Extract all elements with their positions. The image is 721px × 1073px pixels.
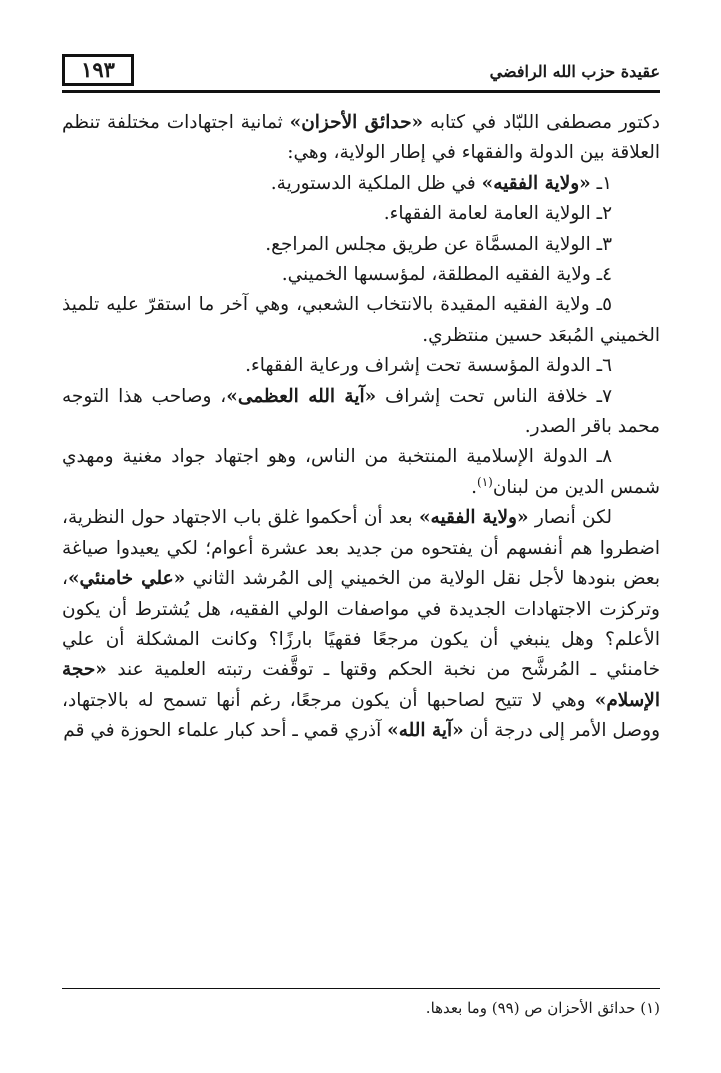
page-header — [62, 50, 660, 96]
body-paragraph: لكن أنصار «ولاية الفقيه» بعد أن أحكموا غلق باب الاجتهاد حول النظرية، اضطروا هم أنفسهم أن يفتحوه من جديد بعد عشرة أعوام؛ لكي يعيدوا صياغة بعض بنودها لأجل نقل الولاية من الخميني إلى المُرشد الثاني «علي خامنئي»، وتركزت الاجتهادات الجديدة في مواصفات الولي الفقيه، هل يُشترط أن يكون الأعلم؟ وهل ينبغي أن يكون مرجعًا فقهيًا بارزًا؟ وكانت المشكلة أن علي خامنئي ـ المُرشَّح من نخبة الحكم وقتها ـ توقَّفت رتبته العلمية عند «حجة الإسلام» وهي لا تتيح لصاحبها أن يكون مرجعًا، رغم أنها تسمح له بالاجتهاد، ووصل الأمر إلى درجة أن «آية الله» آذري قمي ـ أحد كبار علماء الحوزة في قم — [62, 507, 661, 742]
list-item-3: ٣ـ الولاية المسمَّاة عن طريق مجلس المراجع. — [265, 233, 612, 255]
footnote-rule — [62, 988, 660, 989]
list-item-1: ١ـ «ولاية الفقيه» في ظل الملكية الدستورية. — [270, 172, 612, 194]
list-item-2: ٢ـ الولاية العامة لعامة الفقهاء. — [383, 203, 612, 225]
list-item-4: ٤ـ ولاية الفقيه المطلقة، لمؤسسها الخميني. — [281, 264, 612, 286]
header-rule — [62, 90, 660, 93]
intro-paragraph: دكتور مصطفى اللبّاد في كتابه «حدائق الأحزان» ثمانية اجتهادات مختلفة تنظم العلاقة بين الدولة والفقهاء في إطار الولاية، وهي: — [62, 112, 660, 164]
list-item-7: ٧ـ خلافة الناس تحت إشراف «آية الله العظمى»، وصاحب هذا التوجه محمد باقر الصدر. — [62, 385, 660, 438]
main-text — [62, 108, 660, 747]
page-number: ١٩٣ — [62, 54, 134, 86]
list-item-8: ٨ـ الدولة الإسلامية المنتخبة من الناس، وهو اجتهاد جواد مغنية ومهدي شمس الدين من لبنان$^{(١)}$. — [62, 446, 660, 498]
list-item-6: ٦ـ الدولة المؤسسة تحت إشراف ورعاية الفقهاء. — [245, 355, 612, 377]
footnote: (١) حدائق الأحزان ص (٩٩) وما بعدها. — [425, 999, 660, 1017]
book-title: «حدائق الأحزان» — [289, 112, 424, 133]
footnote-reference[interactable]: (١) — [477, 474, 493, 489]
list-item-5: ٥ـ ولاية الفقيه المقيدة بالانتخاب الشعبي، وهي آخر ما استقرّ عليه تلميذ الخميني المُبعَد حسين منتظري. — [62, 294, 660, 346]
running-title: عقيدة حزب الله الرافضي — [489, 62, 660, 81]
